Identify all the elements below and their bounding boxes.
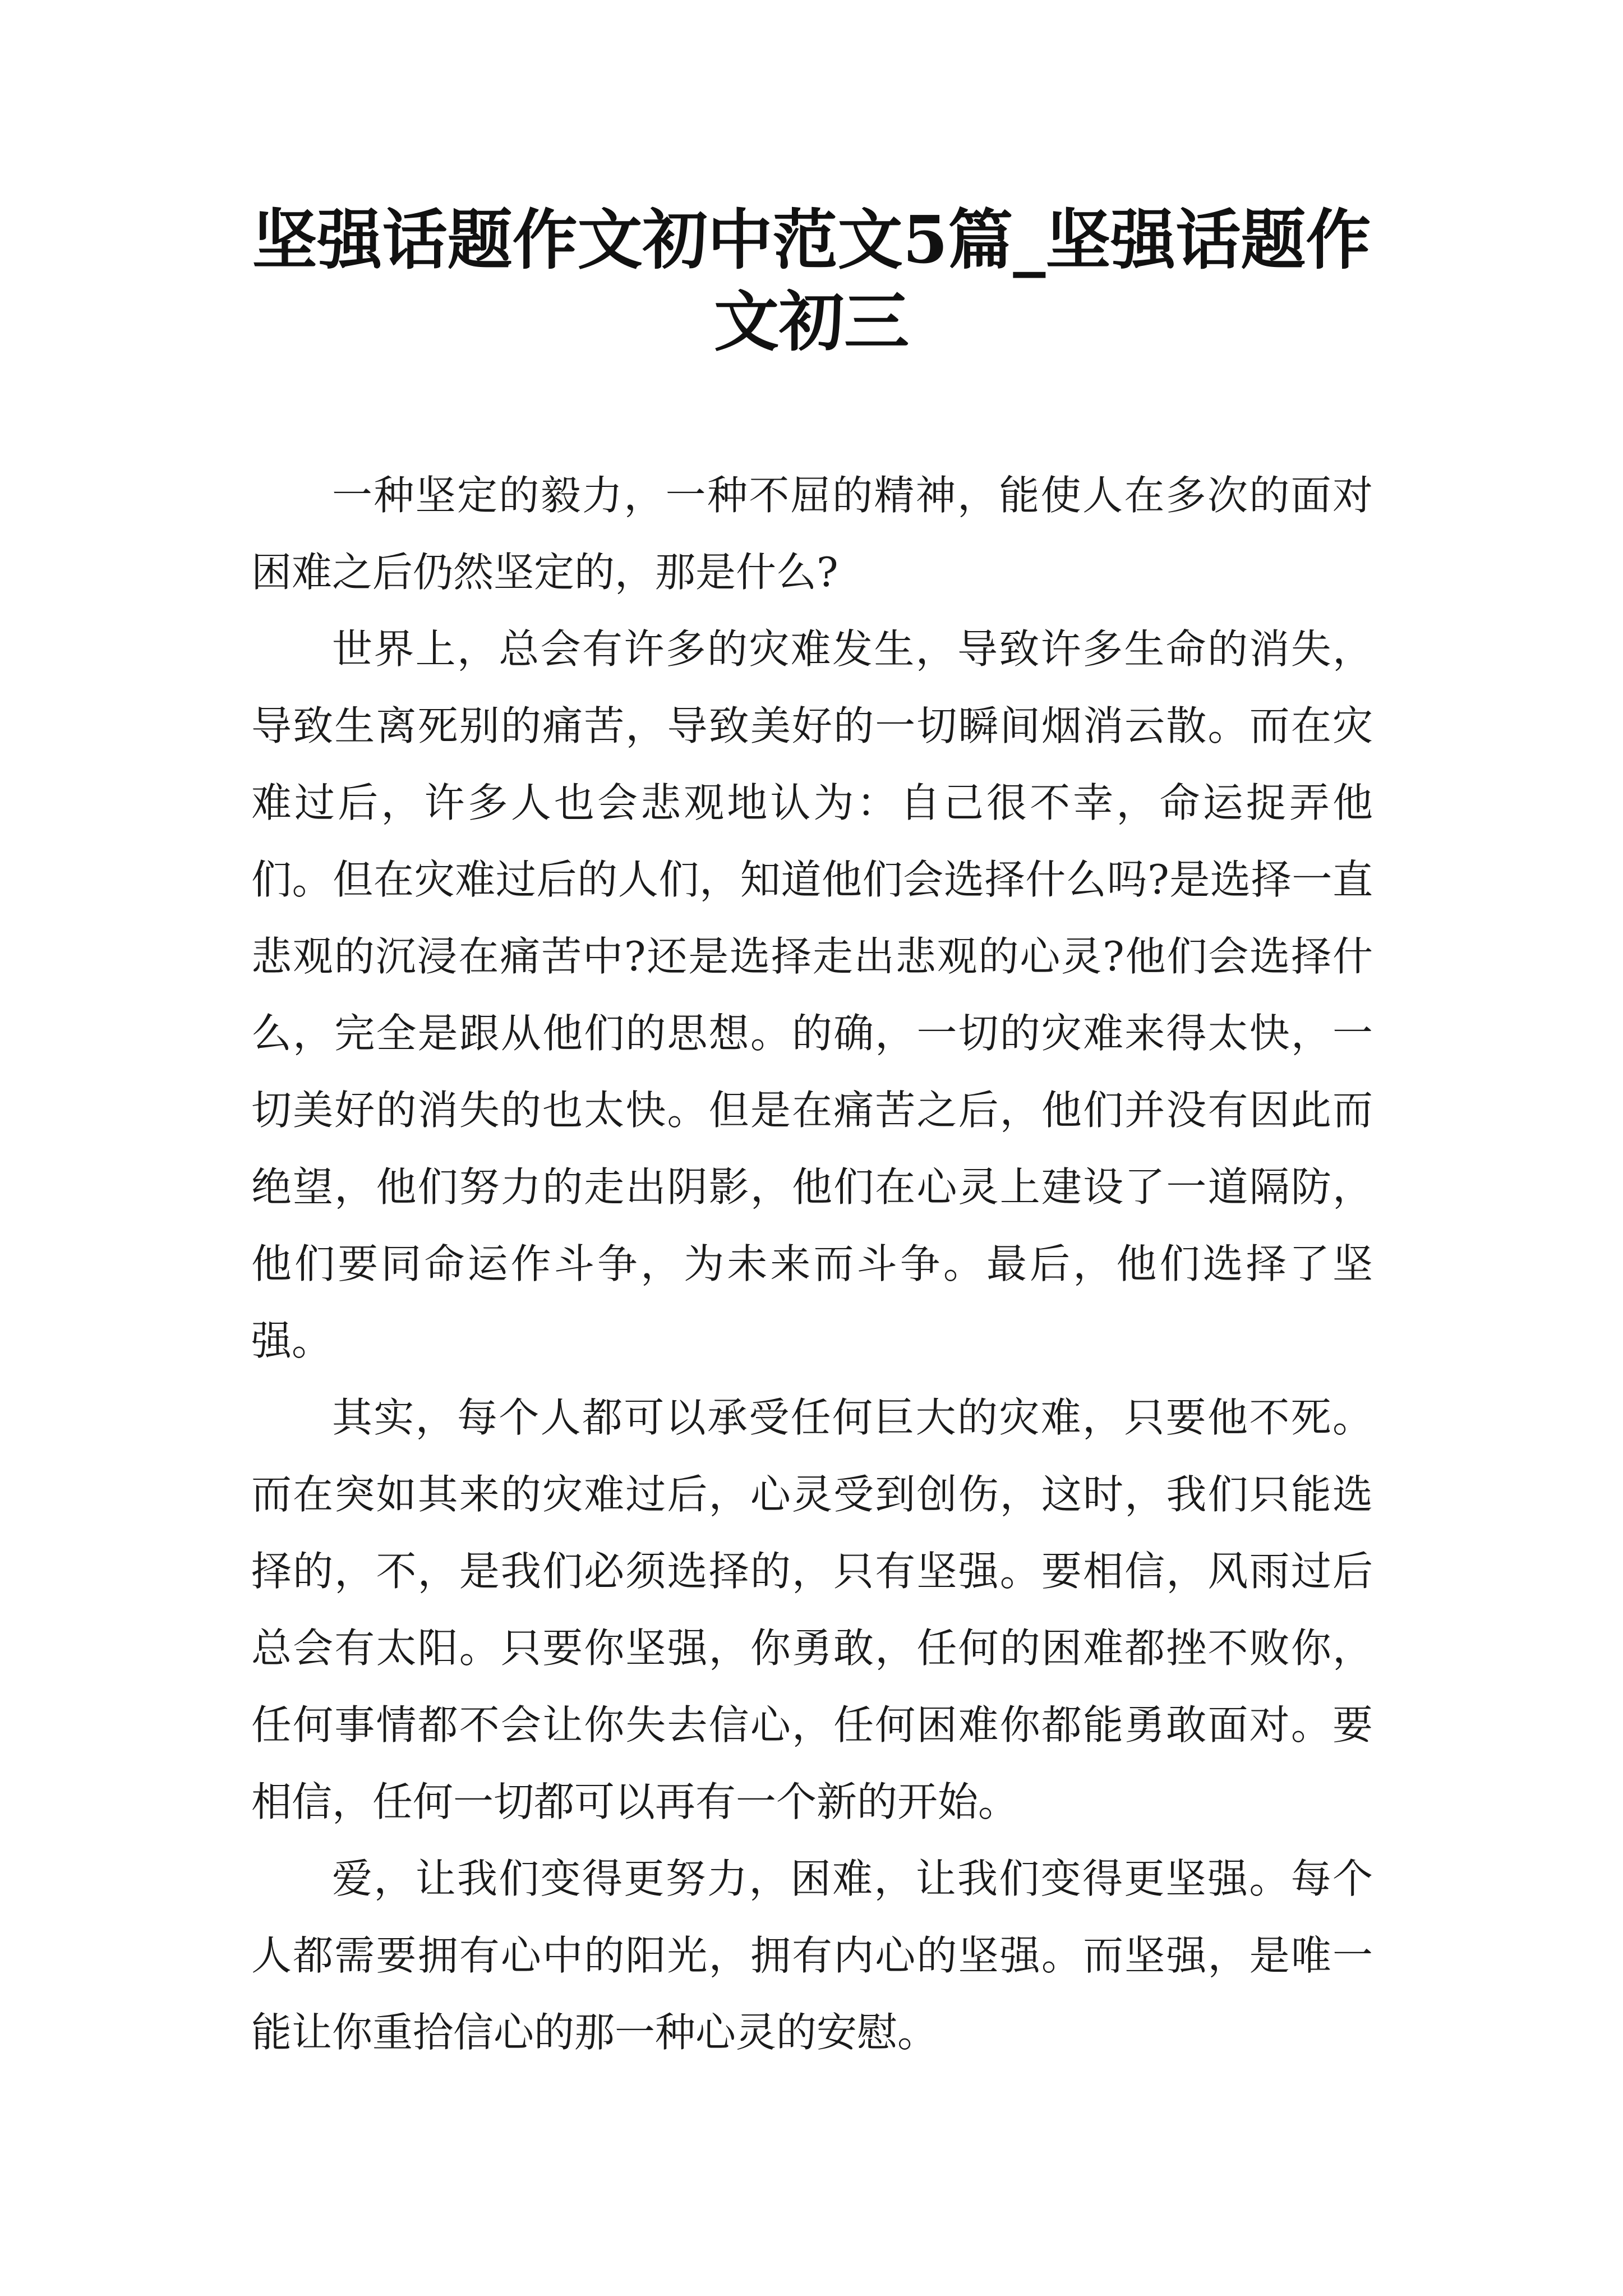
paragraph-1: 一种坚定的毅力，一种不屈的精神，能使人在多次的面对困难之后仍然坚定的，那是什么? bbox=[251, 472, 1373, 596]
document-title: 坚强话题作文初中范文5篇_坚强话题作文初三 bbox=[252, 202, 1371, 360]
paragraph-4: 爱，让我们变得更努力，困难，让我们变得更坚强。每个人都需要拥有心中的阳光，拥有内心的坚强。而坚强，是唯一能让你重拾信心的那一种心灵的安慰。 bbox=[251, 1855, 1373, 2056]
document-body bbox=[251, 457, 1373, 2071]
paragraph-3: 其实，每个人都可以承受任何巨大的灾难，只要他不死。而在突如其来的灾难过后，心灵受到创伤，这时，我们只能选择的，不，是我们必须选择的，只有坚强。要相信，风雨过后总会有太阳。只要你坚强，你勇敢，任何的困难都挫不败你，任何事情都不会让你失去信心，任何困难你都能勇敢面对。要相信，任何一切都可以再有一个新的开始。 bbox=[251, 1394, 1373, 1825]
paragraph-2: 世界上，总会有许多的灾难发生，导致许多生命的消失，导致生离死别的痛苦，导致美好的一切瞬间烟消云散。而在灾难过后，许多人也会悲观地认为：自己很不幸，命运捉弄他们。但在灾难过后的人们，知道他们会选择什么吗?是选择一直悲观的沉浸在痛苦中?还是选择走出悲观的心灵?他们会选择什么，完全是跟从他们的思想。的确，一切的灾难来得太快，一切美好的消失的也太快。但是在痛苦之后，他们并没有因此而绝望，他们努力的走出阴影，他们在心灵上建设了一道隔防，他们要同命运作斗争，为未来而斗争。最后，他们选择了坚强。 bbox=[251, 625, 1373, 1364]
